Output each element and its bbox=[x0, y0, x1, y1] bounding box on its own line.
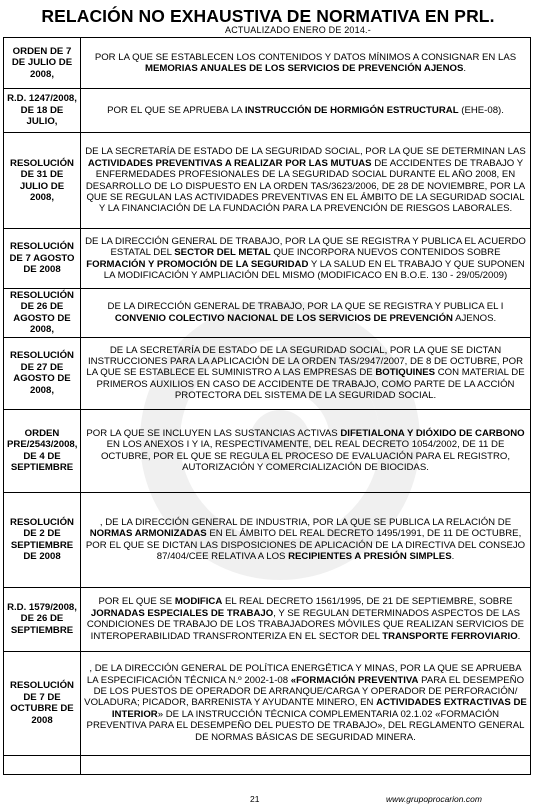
description-text: EN EL ÁMBITO DEL REAL DECRETO 1495/1991, DE 11 DE OCTUBRE, POR EL QUE SE DICTAN LAS DISPOSICIONES DE APLICACIÓN DE LA DIRECTIVA DEL CONSEJO 87/404/CEE RELATIVA A LOS bbox=[85, 528, 526, 563]
regulation-reference: ORDEN PRE/2543/2008, DE 4 DE SEPTIEMBRE bbox=[4, 409, 81, 492]
description-text: , DE LA DIRECCIÓN GENERAL DE INDUSTRIA, POR LA QUE SE PUBLICA LA RELACIÓN DE bbox=[99, 516, 512, 528]
description-text: , DE LA DIRECCIÓN GENERAL DE POLÍTICA ENERGÉTICA Y MINAS, POR LA QUE SE APRUEBA LA ESPECIFICACIÓN TÉCNICA N.º 2002-1-08 bbox=[86, 663, 522, 686]
regulation-reference: R.D. 1579/2008, DE 26 DE SEPTIEMBRE bbox=[4, 587, 81, 651]
update-date: ACTUALIZADO ENERO DE 2014.- bbox=[225, 25, 371, 35]
description-text: POR EL QUE SE bbox=[98, 596, 175, 608]
highlighted-text: ACTIVIDADES PREVENTIVAS A REALIZAR POR LAS MUTUAS bbox=[87, 157, 372, 169]
highlighted-text: DIFETIALONA Y DIÓXIDO DE CARBONO bbox=[340, 427, 525, 439]
highlighted-text: RECIPIENTES A PRESIÓN SIMPLES bbox=[288, 551, 452, 563]
description-text: DE LA SECRETARÍA DE ESTADO DE LA SEGURIDAD SOCIAL, POR LA QUE SE DETERMINAN LAS bbox=[85, 146, 526, 158]
regulation-description bbox=[81, 289, 531, 338]
description-text: CON MATERIAL DE PRIMEROS AUXILIOS EN CASO DE ACCIDENTE DE TRABAJO, COMO PARTE DE LA ACCIÓN PROTECTORA DEL SISTEMA DE LA SEGURIDAD SOCIAL. bbox=[96, 367, 525, 402]
table-row bbox=[4, 133, 531, 229]
regulation-description bbox=[81, 133, 531, 229]
highlighted-text: INSTRUCCIÓN DE HORMIGÓN ESTRUCTURAL bbox=[244, 104, 459, 116]
title-text: RELACIÓN NO EXHAUSTIVA DE NORMATIVA EN PRL bbox=[41, 6, 490, 26]
regulation-reference: RESOLUCIÓN DE 2 DE SEPTIEMBRE DE 2008 bbox=[4, 492, 81, 587]
description-text: . bbox=[517, 630, 521, 642]
regulation-reference: RESOLUCIÓN DE 31 DE JULIO DE 2008, bbox=[4, 133, 81, 229]
description-text: EL REAL DECRETO 1561/1995, DE 21 DE SEPTIEMBRE, SOBRE bbox=[222, 596, 513, 608]
title-dot: . bbox=[489, 6, 495, 26]
regulation-description bbox=[81, 337, 531, 409]
highlighted-text: SECTOR DEL METAL bbox=[174, 247, 271, 259]
description-text: POR EL QUE SE APRUEBA LA bbox=[107, 104, 245, 116]
highlighted-text: BOTIQUINES bbox=[375, 367, 436, 379]
description-text: DE LA DIRECCIÓN GENERAL DE TRABAJO, POR LA QUE SE REGISTRA Y PUBLICA EL I bbox=[107, 301, 504, 313]
regulation-description bbox=[81, 492, 531, 587]
description-text: AJENOS. bbox=[452, 312, 497, 324]
description-text: DE ACCIDENTES DE TRABAJO Y ENFERMEDADES PROFESIONALES DE LA SEGURIDAD SOCIAL DURANTE EL AÑO 2008, EN DESARROLLO DE LO DISPUESTO EN LA ORDEN TAS/3623/2006, DE 28 DE NOVIEMBRE, POR LA QUE SE REGULAN LAS ACTIVIDADES PREVENTIVAS EN EL ÁMBITO DE LA SEGURIDAD SOCIAL Y LA FINANCIACIÓN DE LA FUNDACIÓN PARA LA PREVENCIÓN DE RIESGOS LABORALES. bbox=[85, 157, 526, 215]
table-row bbox=[4, 229, 531, 289]
regulation-description bbox=[81, 89, 531, 133]
description-text: . bbox=[463, 63, 467, 74]
regulation-reference: R.D. 1247/2008, DE 18 DE JULIO, bbox=[4, 89, 81, 133]
description-text: DE LA DIRECCIÓN GENERAL DE TRABAJO, POR LA QUE SE REGISTRA Y PUBLICA EL ACUERDO ESTATAL DEL bbox=[85, 235, 526, 259]
regulation-reference: RESOLUCIÓN DE 27 DE AGOSTO DE 2008, bbox=[4, 337, 81, 409]
table-row bbox=[4, 587, 531, 651]
table-row bbox=[4, 89, 531, 133]
highlighted-text: NORMAS ARMONIZADAS bbox=[89, 528, 207, 540]
description-text: , Y SE REGULAN DETERMINADOS ASPECTOS DE LAS CONDICIONES DE TRABAJO DE LOS TRABAJADORES MÓVILES QUE REALIZAN SERVICIOS DE INTEROPERABILIDAD TRANSFRONTERIZA EN EL SECTOR DEL bbox=[86, 607, 525, 642]
highlighted-text: ACTIVIDADES EXTRACTIVAS DE INTERIOR bbox=[111, 697, 527, 720]
regulation-reference: RESOLUCIÓN DE 7 DE OCTUBRE DE 2008 bbox=[4, 651, 81, 755]
document-title bbox=[0, 6, 536, 27]
regulation-description bbox=[81, 38, 531, 89]
regulation-description bbox=[81, 409, 531, 492]
highlighted-text: TRANSPORTE FERROVIARIO bbox=[382, 630, 518, 642]
table-row bbox=[4, 409, 531, 492]
regulation-description bbox=[81, 587, 531, 651]
table-row bbox=[4, 651, 531, 755]
table-row bbox=[4, 38, 531, 89]
highlighted-text: «FORMACIÓN PREVENTIVA bbox=[290, 674, 419, 686]
description-text: DE LA SECRETARÍA DE ESTADO DE LA SEGURIDAD SOCIAL, POR LA QUE SE DICTAN INSTRUCCIONES PARA LA APLICACIÓN DE LA ORDEN TAS/2947/2007, DE 8 DE OCTUBRE, POR LA QUE SE ESTABLECE EL SUMINISTRO A LAS EMPRESAS DE bbox=[86, 344, 524, 379]
regulations-table bbox=[3, 37, 531, 775]
page-number: 21 bbox=[250, 794, 260, 804]
highlighted-text: FORMACIÓN Y PROMOCIÓN DE LA SEGURIDAD bbox=[86, 258, 309, 270]
regulation-reference: RESOLUCIÓN DE 26 DE AGOSTO DE 2008, bbox=[4, 289, 81, 338]
description-text: . bbox=[451, 551, 455, 563]
table-row bbox=[4, 492, 531, 587]
description-text: PARA EL DESEMPEÑO DE LOS PUESTOS DE OPERADOR DE ARRANQUE/CARGA Y OPERADOR DE PERFORACIÓN/ VOLADURA; PICADOR, BARRENISTA Y AYUDANTE MINERO, EN bbox=[84, 674, 525, 709]
highlighted-text: JORNADAS ESPECIALES DE TRABAJO bbox=[90, 607, 274, 619]
description-text: POR LA QUE SE INCLUYEN LAS SUSTANCIAS ACTIVAS bbox=[86, 427, 341, 439]
description-text: (EHE-08). bbox=[458, 104, 504, 116]
regulation-description bbox=[81, 755, 531, 774]
table-row bbox=[4, 337, 531, 409]
description-text: » DE LA INSTRUCCIÓN TÉCNICA COMPLEMENTARIA 02.1.02 «FORMACIÓN PREVENTIVA PARA EL DESEMPEÑO DEL PUESTO DE TRABAJO», DEL REGLAMENTO GENERAL DE NORMAS BÁSICAS DE SEGURIDAD MINERA. bbox=[86, 708, 525, 743]
description-text: Y LA SALUD EN EL TRABAJO Y QUE SUPONEN LA MODIFICACIÓN Y AMPLIACIÓN DEL MISMO (MODIFICACO EN B.O.E. 130 - 29/05/2009) bbox=[103, 258, 525, 281]
website-link[interactable]: www.grupoprocarion.com bbox=[386, 794, 482, 804]
regulation-reference bbox=[4, 755, 81, 774]
regulation-reference: RESOLUCIÓN DE 7 AGOSTO DE 2008 bbox=[4, 229, 81, 289]
description-text: EN LOS ANEXOS I Y IA, RESPECTIVAMENTE, DEL REAL DECRETO 1054/2002, DE 11 DE OCTUBRE, POR EL QUE SE REGULA EL PROCESO DE EVALUACIÓN PARA EL REGISTRO, AUTORIZACIÓN Y COMERCIALIZACIÓN DE BIOCIDAS. bbox=[100, 439, 511, 474]
regulation-description bbox=[81, 229, 531, 289]
regulation-reference: ORDEN DE 7 DE JULIO DE 2008, bbox=[4, 38, 81, 89]
description-text: QUE INCORPORA NUEVOS CONTENIDOS SOBRE bbox=[270, 247, 501, 259]
table-row bbox=[4, 289, 531, 338]
description-text: POR LA QUE SE ESTABLECEN LOS CONTENIDOS Y DATOS MÍNIMOS A CONSIGNAR EN LAS bbox=[94, 51, 517, 63]
highlighted-text: MODIFICA bbox=[174, 596, 223, 608]
highlighted-text: CONVENIO COLECTIVO NACIONAL DE LOS SERVICIOS DE PREVENCIÓN bbox=[114, 312, 453, 324]
table-row bbox=[4, 755, 531, 774]
highlighted-text: MEMORIAS ANUALES DE LOS SERVICIOS DE PREVENCIÓN AJENOS bbox=[144, 63, 464, 74]
regulation-description bbox=[81, 651, 531, 755]
